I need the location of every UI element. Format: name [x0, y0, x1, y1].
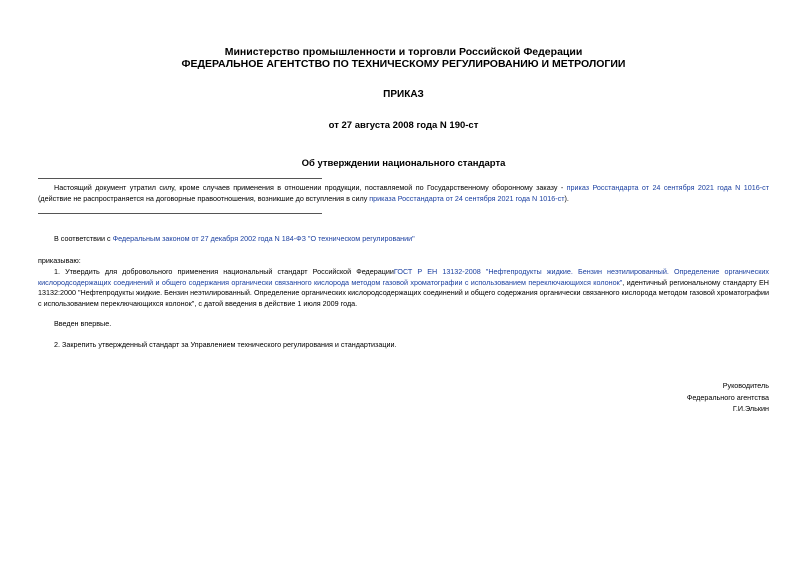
document-type: ПРИКАЗ: [383, 89, 424, 100]
notice-bottom-rule: [38, 213, 322, 214]
basis-text: В соответствии с: [54, 234, 113, 243]
notice-link-1[interactable]: приказ Росстандарта от 24 сентября 2021 года N 1016-ст: [566, 183, 769, 192]
introduced-note: Введен впервые.: [54, 319, 112, 328]
signature-organization: Федерального агентства: [686, 392, 769, 402]
item-1-rest: , идентичный региональному стандарту ЕН 13132:2000 "Нефтепродукты жидкие. Бензин неэтилированный. Определение органических кислородсодержащих соединений и общего содержания органически связанного кислорода методом газовой хроматографии с использованием переключающихся колонок", с датой введения в действие 1 июля 2009 года.: [38, 277, 770, 308]
agency-name: ФЕДЕРАЛЬНОЕ АГЕНТСТВО ПО ТЕХНИЧЕСКОМУ РЕГУЛИРОВАНИЮ И МЕТРОЛОГИИ: [181, 58, 626, 70]
signature-name: Г.И.Элькин: [732, 404, 769, 413]
gost-standard-link[interactable]: ГОСТ Р ЕН 13132-2008 "Нефтепродукты жидкие. Бензин неэтилированный. Определение органических кислородсодержащих соединений и общего содержания органически связанного кислорода методом газовой хроматографии с использованием переключающихся колонок": [38, 267, 769, 287]
federal-law-link[interactable]: Федеральным законом от 27 декабря 2002 года N 184-ФЗ "О техническом регулировании": [112, 234, 415, 243]
item-1-text: 1. Утвердить для добровольного применения национальный стандарт Российской Федерации: [54, 267, 394, 276]
legal-basis-paragraph: [38, 234, 769, 245]
notice-text-2: (действие не распространяется на договорные правоотношения, возникшие до вступления в силу: [38, 193, 370, 203]
item-1-paragraph: [38, 267, 769, 309]
order-word: приказываю:: [38, 256, 81, 265]
signature-block: [687, 380, 769, 415]
notice-top-rule: [38, 178, 322, 179]
document-date-number: от 27 августа 2008 года N 190-ст: [328, 120, 479, 131]
document-title: Об утверждении национального стандарта: [301, 158, 506, 169]
signature-position: Руководитель: [722, 381, 769, 390]
notice-link-2[interactable]: приказа Росстандарта от 24 сентября 2021 года N 1016-ст: [369, 193, 565, 203]
ministry-name: Министерство промышленности и торговли Российской Федерации: [224, 46, 583, 58]
notice-text-1: Настоящий документ утратил силу, кроме случаев применения в отношении продукции, поставляемой по Государственному оборонному заказу -: [54, 183, 567, 192]
validity-notice: [38, 183, 769, 204]
item-2-paragraph: 2. Закрепить утвержденный стандарт за Управлением технического регулирования и стандартизации.: [54, 340, 397, 349]
notice-text-3: ).: [564, 193, 569, 203]
